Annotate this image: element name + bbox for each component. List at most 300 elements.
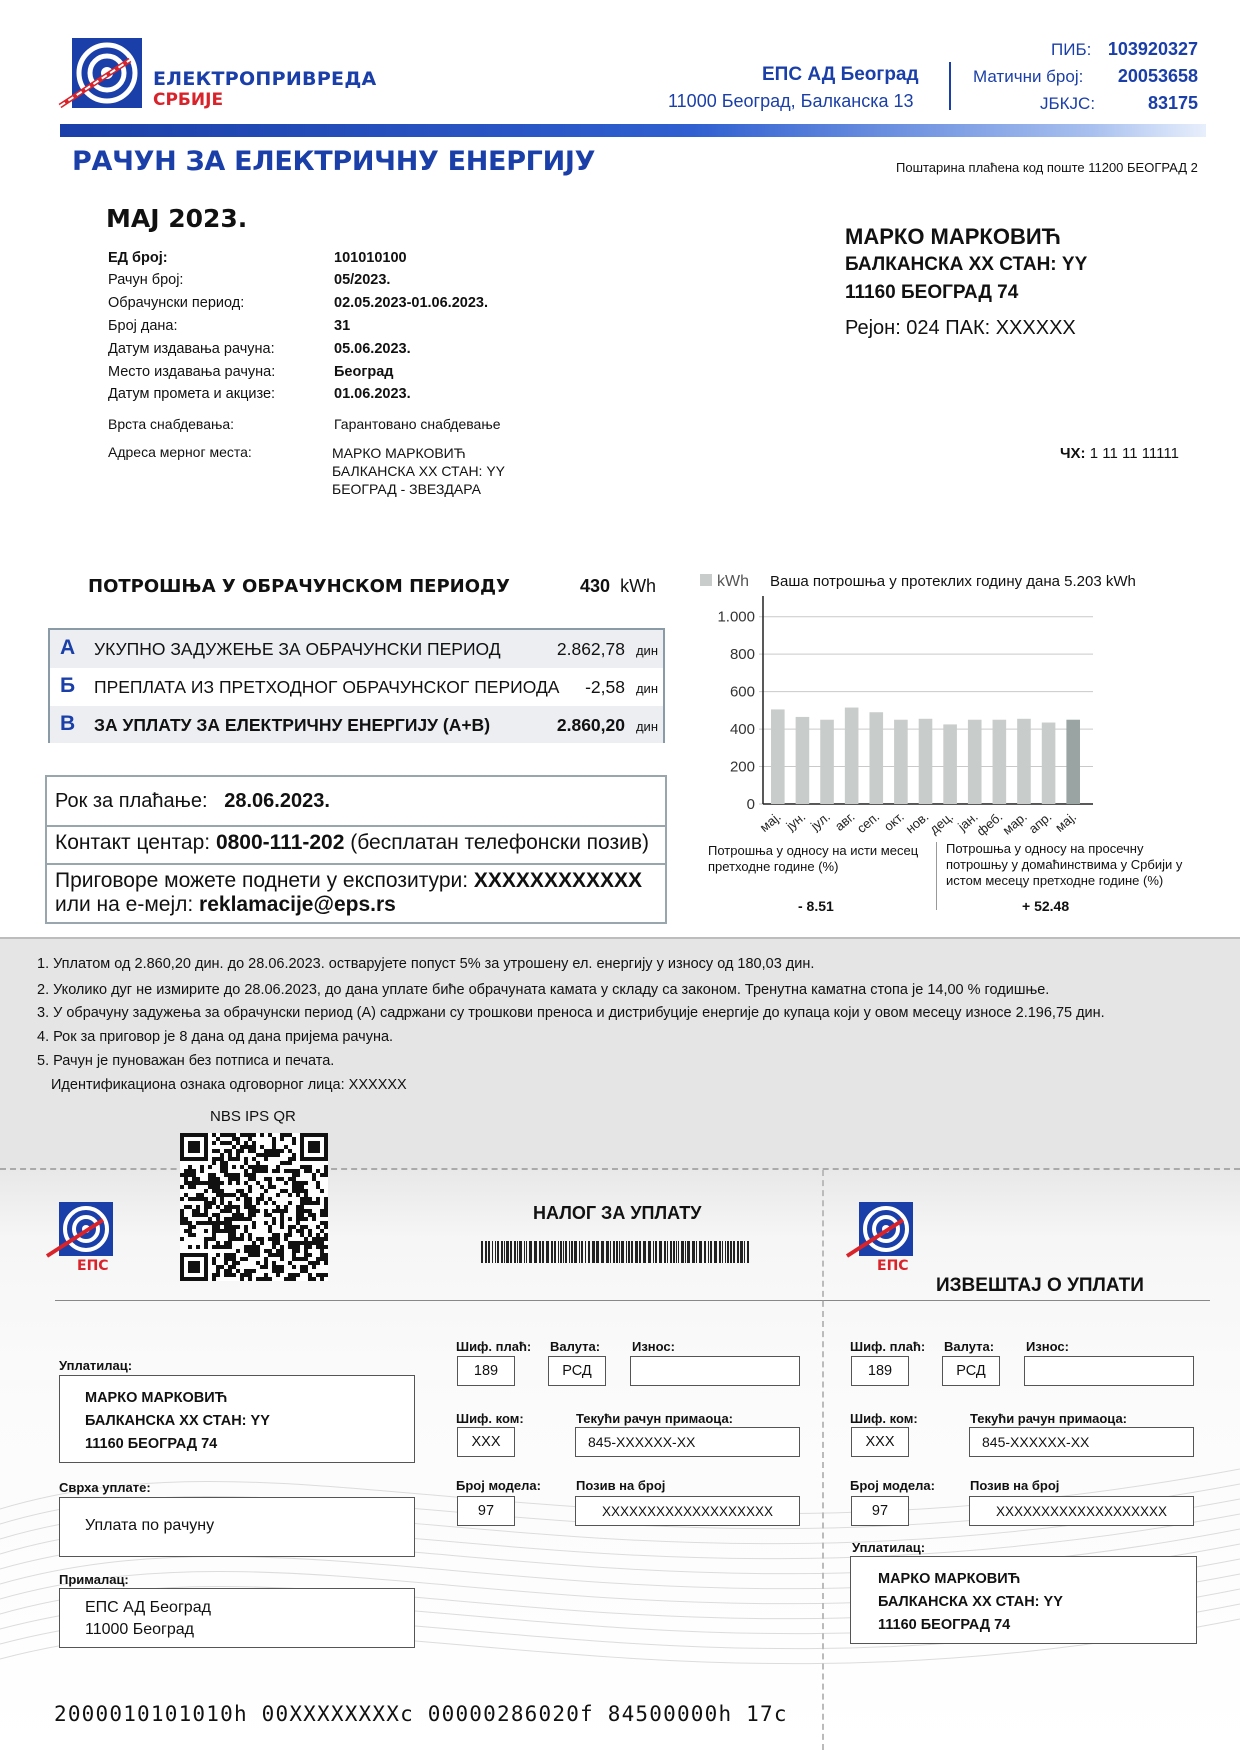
qr-module: [208, 1205, 212, 1209]
chart-x-tick: окт.: [880, 808, 907, 834]
qr-module: [240, 1193, 244, 1197]
qr-module: [256, 1197, 260, 1201]
consumption-title: ПОТРОШЊА У ОБРАЧУНСКОМ ПЕРИОДУ: [88, 576, 510, 597]
bill-info-value: 05/2023.: [334, 272, 391, 288]
qr-module: [188, 1173, 192, 1177]
qr-module: [244, 1169, 248, 1173]
qr-module: [276, 1249, 280, 1253]
qr-module: [208, 1237, 212, 1241]
qr-module: [212, 1189, 216, 1193]
barcode-bar: [495, 1241, 496, 1263]
qr-module: [212, 1161, 216, 1165]
qr-module: [244, 1193, 248, 1197]
contact-phone[interactable]: 0800-111-202: [215, 831, 345, 854]
account-field[interactable]: [575, 1427, 800, 1457]
qr-module: [244, 1273, 248, 1277]
qr-module: [256, 1181, 260, 1185]
barcode-bar: [667, 1241, 668, 1263]
reference-value: XXXXXXXXXXXXXXXXXXX: [601, 1504, 774, 1519]
qr-module: [224, 1141, 228, 1145]
qr-module: [236, 1269, 240, 1273]
qr-module: [180, 1237, 184, 1241]
qr-module: [288, 1157, 292, 1161]
qr-module: [220, 1245, 224, 1249]
comm-code-value: XXX: [471, 1434, 501, 1450]
barcode-bar: [546, 1241, 549, 1263]
barcode-bar: [704, 1241, 706, 1263]
qr-module: [244, 1141, 248, 1145]
barcode-bar: [517, 1241, 518, 1263]
qr-module: [308, 1201, 312, 1205]
qr-module: [240, 1257, 244, 1261]
qr-module: [288, 1193, 292, 1197]
qr-module: [272, 1261, 276, 1265]
reference-label: Позив на број: [576, 1478, 666, 1493]
report-currency-field[interactable]: [942, 1356, 1000, 1386]
slip-separator: [822, 1170, 824, 1750]
report-account-field[interactable]: [969, 1427, 1194, 1457]
qr-module: [296, 1185, 300, 1189]
qr-module: [224, 1161, 228, 1165]
barcode-bar: [574, 1241, 577, 1263]
barcode-bar: [619, 1241, 620, 1263]
barcode-bar: [569, 1241, 570, 1263]
qr-module: [300, 1181, 304, 1185]
qr-module: [212, 1197, 216, 1201]
qr-module: [308, 1245, 312, 1249]
qr-module: [236, 1225, 240, 1229]
qr-module: [260, 1193, 264, 1197]
meter-address: [332, 444, 505, 498]
qr-module: [184, 1193, 188, 1197]
qr-module: [280, 1189, 284, 1193]
qr-module: [220, 1197, 224, 1201]
barcode-bar: [539, 1241, 541, 1263]
qr-module: [216, 1177, 220, 1181]
qr-module: [252, 1133, 256, 1137]
barcode-bar: [673, 1241, 675, 1263]
report-payer-line: МАРКО МАРКОВИЋ: [878, 1571, 1021, 1587]
note-1: 1. Уплатом од 2.860,20 дин. до 28.06.2023. остварујете попуст 5% за утрошену ел. енергију у износу од 180,03 дин.: [37, 956, 815, 972]
qr-module: [196, 1197, 200, 1201]
qr-module: [180, 1173, 184, 1177]
qr-module: [272, 1245, 276, 1249]
barcode-bar: [571, 1241, 573, 1263]
report-comm-code-field[interactable]: [851, 1427, 909, 1457]
qr-module: [200, 1181, 204, 1185]
qr-module: [244, 1145, 248, 1149]
legend-swatch: [700, 574, 712, 586]
qr-module: [292, 1245, 296, 1249]
report-amount-field[interactable]: [1024, 1356, 1194, 1386]
ch-label: ЧХ:: [1060, 445, 1086, 462]
note-5: 5. Рачун је пуноважан без потписа и печата.: [37, 1053, 335, 1069]
qr-module: [312, 1277, 316, 1281]
qr-module: [276, 1153, 280, 1157]
qr-module: [224, 1149, 228, 1153]
qr-module: [248, 1177, 252, 1181]
qr-module: [244, 1201, 248, 1205]
qr-module: [284, 1237, 288, 1241]
bill-info-row: [108, 386, 668, 408]
comm-code-field[interactable]: [457, 1427, 515, 1457]
report-pay-code-label: Шиф. плаћ:: [850, 1339, 926, 1354]
qr-module: [212, 1229, 216, 1233]
qr-module: [288, 1177, 292, 1181]
qr-module: [224, 1193, 228, 1197]
bill-info-row: [108, 295, 668, 317]
qr-module: [192, 1185, 196, 1189]
barcode-bar: [565, 1241, 567, 1263]
chart-title: Ваша потрошња у протеклих годину дана 5.203 kWh: [770, 573, 1136, 590]
qr-module: [324, 1225, 328, 1229]
eps-logo: [58, 34, 148, 114]
report-payer-box[interactable]: [850, 1556, 1197, 1644]
deadline-line: [55, 790, 330, 813]
qr-module: [252, 1249, 256, 1253]
barcode-bar: [639, 1241, 641, 1263]
recipient-box[interactable]: [59, 1588, 415, 1648]
supply-type-label: Врста снабдевања:: [108, 416, 235, 432]
qr-module: [224, 1229, 228, 1233]
qr-module: [192, 1181, 196, 1185]
qr-module: [280, 1257, 284, 1261]
qr-module: [204, 1237, 208, 1241]
qr-module: [308, 1261, 312, 1265]
bill-info-label: Број дана:: [108, 318, 178, 334]
report-account-label: Текући рачун примаоца:: [970, 1411, 1128, 1426]
qr-module: [296, 1173, 300, 1177]
barcode-bar: [588, 1241, 590, 1263]
barcode-bar: [485, 1241, 487, 1263]
qr-module: [232, 1233, 236, 1237]
qr-module: [220, 1181, 224, 1185]
qr-module: [256, 1245, 260, 1249]
consumption-value: 430: [580, 576, 611, 596]
barcode-bar: [678, 1241, 679, 1263]
qr-module: [292, 1141, 296, 1145]
report-model-field[interactable]: [851, 1496, 909, 1526]
qr-module: [276, 1273, 280, 1277]
recipient-line: 11000 Београд: [85, 1621, 195, 1638]
report-amount-label: Износ:: [1026, 1339, 1069, 1354]
qr-module: [288, 1241, 292, 1245]
account-label: Текући рачун примаоца:: [576, 1411, 734, 1426]
qr-module: [236, 1237, 240, 1241]
qr-module: [192, 1197, 196, 1201]
barcode-bar: [551, 1241, 553, 1263]
qr-module: [308, 1213, 312, 1217]
qr-module: [264, 1257, 268, 1261]
report-currency-value: РСД: [956, 1363, 986, 1379]
qr-module: [248, 1173, 252, 1177]
cmp-line: Потрошња у односу на исти месец: [708, 843, 919, 858]
qr-module: [200, 1197, 204, 1201]
model-field[interactable]: [457, 1496, 515, 1526]
barcode-bar: [708, 1241, 709, 1263]
qr-module: [212, 1133, 216, 1137]
qr-module: [300, 1265, 304, 1269]
qr-module: [252, 1145, 256, 1149]
report-account-value: 845-XXXXXX-XX: [982, 1434, 1090, 1450]
qr-module: [228, 1181, 232, 1185]
customer-city: 11160 БЕОГРАД 74: [845, 282, 1019, 303]
qr-module: [260, 1197, 264, 1201]
qr-module: [276, 1205, 280, 1209]
qr-module: [276, 1265, 280, 1269]
qr-module: [320, 1249, 324, 1253]
qr-module: [224, 1241, 228, 1245]
chart-x-tick: јун.: [783, 808, 809, 834]
qr-module: [220, 1221, 224, 1225]
barcode-bar: [585, 1241, 586, 1263]
qr-module: [312, 1217, 316, 1221]
complaints-email[interactable]: reklamacije@eps.rs: [199, 893, 396, 916]
qr-module: [228, 1133, 232, 1137]
qr-module: [300, 1269, 304, 1273]
qr-module: [304, 1169, 308, 1173]
qr-module: [232, 1225, 236, 1229]
barcode-bar: [488, 1241, 490, 1263]
qr-module: [320, 1241, 324, 1245]
barcode-bar: [626, 1241, 627, 1263]
qr-module: [216, 1193, 220, 1197]
report-payer-label: Уплатилац:: [852, 1540, 926, 1555]
barcode-bar: [610, 1241, 611, 1263]
cmp-line: претходне године (%): [708, 859, 839, 874]
reference-field[interactable]: [575, 1496, 800, 1526]
qr-module: [296, 1189, 300, 1193]
qr-module: [300, 1225, 304, 1229]
qr-module: [252, 1241, 256, 1245]
barcode-bar: [492, 1241, 493, 1263]
qr-module: [292, 1157, 296, 1161]
qr-module: [272, 1209, 276, 1213]
qr-module: [296, 1249, 300, 1253]
qr-module: [248, 1273, 252, 1277]
qr-module: [272, 1217, 276, 1221]
bill-info-label: Обрачунски период:: [108, 295, 245, 311]
qr-module: [272, 1185, 276, 1189]
cmp-same-month-value: - 8.51: [798, 898, 834, 914]
qr-module: [180, 1185, 184, 1189]
bill-info-label: Датум промета и акцизе:: [108, 386, 276, 402]
chart-bar: [845, 708, 859, 804]
qr-module: [256, 1261, 260, 1265]
qr-module: [232, 1253, 236, 1257]
qr-module: [252, 1225, 256, 1229]
qr-module: [248, 1237, 252, 1241]
qr-module: [212, 1245, 216, 1249]
qr-module: [292, 1273, 296, 1277]
qr-module: [228, 1237, 232, 1241]
qr-module: [300, 1201, 304, 1205]
qr-module: [188, 1221, 192, 1225]
chart-x-tick: јул.: [807, 808, 833, 834]
qr-module: [316, 1197, 320, 1201]
chart-y-tick: 0: [746, 796, 755, 813]
charge-letter: А: [60, 636, 76, 659]
qr-module: [232, 1173, 236, 1177]
qr-module: [236, 1177, 240, 1181]
payment-report-title: ИЗВЕШТАЈ О УПЛАТИ: [936, 1275, 1144, 1296]
qr-module: [248, 1133, 252, 1137]
report-reference-value: XXXXXXXXXXXXXXXXXXX: [995, 1504, 1168, 1519]
payer-line: БАЛКАНСКА ХХ СТАН: YY: [85, 1413, 270, 1429]
qr-module: [224, 1221, 228, 1225]
qr-module: [292, 1241, 296, 1245]
barcode-bar: [524, 1241, 525, 1263]
barcode-bar: [519, 1241, 522, 1263]
qr-module: [200, 1221, 204, 1225]
qr-module: [312, 1173, 316, 1177]
charge-currency: дин: [635, 643, 658, 658]
payer-line: 11160 БЕОГРАД 74: [85, 1436, 218, 1452]
consumption-unit: kWh: [620, 576, 657, 596]
eps-small-text-left: ЕПС: [77, 1258, 109, 1274]
qr-module: [252, 1253, 256, 1257]
qr-module: [256, 1249, 260, 1253]
qr-module: [296, 1273, 300, 1277]
qr-module: [304, 1269, 308, 1273]
qr-module: [324, 1213, 328, 1217]
bill-info-label: Место издавања рачуна:: [108, 364, 276, 380]
charge-text: ПРЕПЛАТА ИЗ ПРЕТХОДНОГ ОБРАЧУНСКОГ ПЕРИОДА: [94, 677, 560, 697]
qr-module: [248, 1165, 252, 1169]
pay-code-field[interactable]: [457, 1356, 515, 1386]
report-reference-field[interactable]: [969, 1496, 1194, 1526]
currency-field[interactable]: [548, 1356, 606, 1386]
qr-module: [232, 1157, 236, 1161]
qr-module: [276, 1149, 280, 1153]
qr-module: [260, 1241, 264, 1245]
qr-module: [260, 1185, 264, 1189]
cmp-line: истом месецу претходне године (%): [946, 873, 1164, 888]
qr-module: [184, 1181, 188, 1185]
qr-module: [216, 1229, 220, 1233]
qr-module: [292, 1253, 296, 1257]
qr-module: [248, 1149, 252, 1153]
bill-info-row: [108, 341, 668, 363]
qr-module: [288, 1273, 292, 1277]
qr-module: [244, 1249, 248, 1253]
qr-module: [188, 1205, 192, 1209]
barcode-bar: [501, 1241, 503, 1263]
micr-line: 2000010101010h 00XXXXXXXXc 00000286020f 84500000h 17c: [54, 1702, 788, 1726]
qr-module: [276, 1253, 280, 1257]
qr-module: [300, 1217, 304, 1221]
qr-module: [212, 1141, 216, 1145]
qr-module: [236, 1173, 240, 1177]
qr-module: [312, 1237, 316, 1241]
qr-module: [244, 1181, 248, 1185]
qr-module: [232, 1193, 236, 1197]
qr-module: [308, 1233, 312, 1237]
note-4: 4. Рок за приговор је 8 дана од дана пријема рачуна.: [37, 1029, 394, 1045]
qr-module: [240, 1149, 244, 1153]
qr-module: [272, 1201, 276, 1205]
barcode-bar: [558, 1241, 559, 1263]
qr-module: [316, 1225, 320, 1229]
qr-label: NBS IPS QR: [210, 1108, 296, 1125]
barcode-bar: [659, 1241, 662, 1263]
qr-module: [248, 1253, 252, 1257]
consumption-chart: [690, 596, 1110, 846]
qr-module: [236, 1157, 240, 1161]
qr-module: [300, 1257, 304, 1261]
qr-module: [228, 1157, 232, 1161]
qr-module: [180, 1217, 184, 1221]
charge-text: УКУПНО ЗАДУЖЕЊЕ ЗА ОБРАЧУНСКИ ПЕРИОД: [94, 639, 501, 659]
eps-small-text-right: ЕПС: [877, 1258, 909, 1274]
qr-module: [284, 1205, 288, 1209]
qr-module: [196, 1177, 200, 1181]
qr-module: [188, 1229, 192, 1233]
payer-box[interactable]: [59, 1375, 415, 1463]
qr-module: [224, 1205, 228, 1209]
qr-module: [264, 1201, 268, 1205]
qr-module: [236, 1149, 240, 1153]
qr-module: [292, 1277, 296, 1281]
qr-module: [320, 1277, 324, 1281]
qr-finder: [188, 1261, 200, 1273]
qr-module: [196, 1193, 200, 1197]
qr-finder: [308, 1141, 320, 1153]
purpose-label: Сврха уплате:: [59, 1480, 151, 1495]
qr-module: [300, 1209, 304, 1213]
qr-module: [320, 1229, 324, 1233]
qr-module: [272, 1137, 276, 1141]
qr-module: [212, 1277, 216, 1281]
barcode-bar: [613, 1241, 615, 1263]
barcode-bar: [579, 1241, 580, 1263]
qr-module: [264, 1169, 268, 1173]
qr-module: [320, 1273, 324, 1277]
qr-module: [216, 1205, 220, 1209]
qr-module: [192, 1213, 196, 1217]
barcode-bar: [481, 1241, 483, 1263]
qr-module: [184, 1173, 188, 1177]
qr-module: [304, 1201, 308, 1205]
barcode-bar: [554, 1241, 556, 1263]
barcode-bar: [719, 1241, 721, 1263]
qr-module: [296, 1205, 300, 1209]
qr-code[interactable]: [180, 1133, 332, 1285]
purpose-box[interactable]: [59, 1497, 415, 1557]
qr-module: [316, 1261, 320, 1265]
barcode-bar: [606, 1241, 609, 1263]
amount-field[interactable]: [630, 1356, 800, 1386]
chart-x-tick: мај.: [756, 808, 784, 835]
qr-module: [324, 1165, 328, 1169]
qr-module: [192, 1177, 196, 1181]
barcode-bar: [681, 1241, 684, 1263]
qr-module: [228, 1225, 232, 1229]
report-pay-code-value: 189: [867, 1363, 893, 1379]
report-pay-code-field[interactable]: [851, 1356, 909, 1386]
qr-module: [280, 1253, 284, 1257]
qr-module: [252, 1269, 256, 1273]
qr-module: [304, 1253, 308, 1257]
qr-module: [320, 1209, 324, 1213]
account-value: 845-XXXXXX-XX: [588, 1434, 696, 1450]
qr-module: [280, 1225, 284, 1229]
qr-module: [276, 1237, 280, 1241]
qr-module: [292, 1169, 296, 1173]
report-reference-label: Позив на број: [970, 1478, 1060, 1493]
qr-module: [200, 1165, 204, 1169]
qr-module: [256, 1153, 260, 1157]
